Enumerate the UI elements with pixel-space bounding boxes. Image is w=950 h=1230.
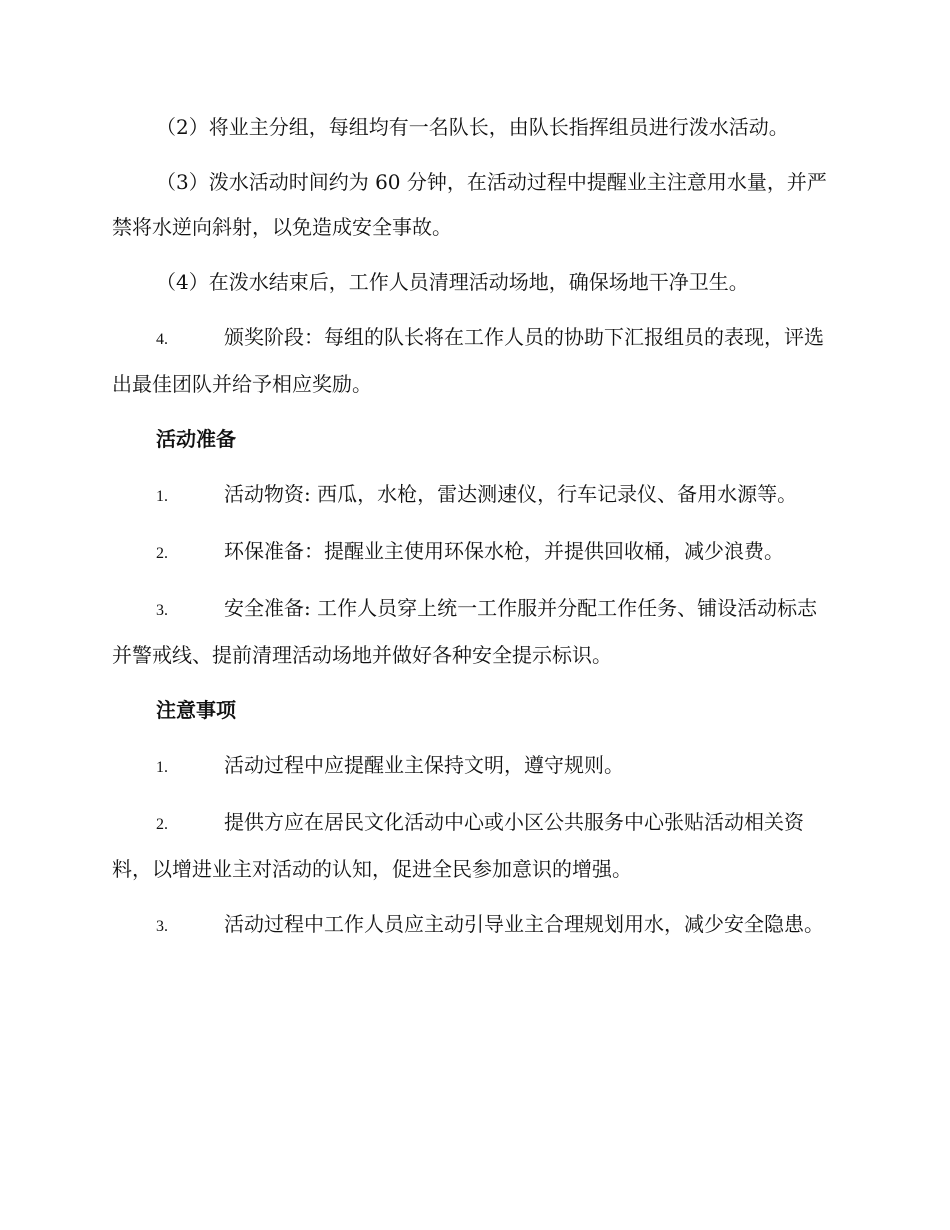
list-number: 2. [156, 545, 168, 562]
list-item-award-stage [112, 315, 837, 407]
list-item-text: 安全准备: 工作人员穿上统一工作服并分配工作任务、铺设活动标志并警戒线、提前清理活动场地并做好各种安全提示标识。 [112, 596, 818, 667]
list-number: 2. [156, 816, 168, 833]
list-item [112, 743, 837, 790]
document-body [112, 105, 837, 959]
list-item-text: 活动物资: 西瓜，水枪，雷达测速仪，行车记录仪、备用水源等。 [224, 482, 798, 506]
paragraph-step-2: （2）将业主分组，每组均有一名队长，由队长指挥组员进行泼水活动。 [156, 115, 789, 139]
list-item-text: 活动过程中应提醒业主保持文明，遵守规则。 [224, 753, 624, 777]
list-number: 3. [156, 918, 168, 935]
list-number: 1. [156, 759, 168, 776]
list-number: 4. [156, 331, 168, 348]
list-number: 3. [156, 602, 168, 619]
list-item-text: 环保准备：提醒业主使用环保水枪，并提供回收桶，减少浪费。 [224, 539, 784, 563]
list-item [112, 800, 837, 892]
paragraph-step-4: （4）在泼水结束后，工作人员清理活动场地，确保场地干净卫生。 [156, 270, 749, 294]
list-item-text: 活动过程中工作人员应主动引导业主合理规划用水，减少安全隐患。 [224, 912, 824, 936]
paragraph-step-3: （3）泼水活动时间约为 60 分钟，在活动过程中提醒业主注意用水量，并严禁将水逆向斜射，以免造成安全事故。 [112, 170, 827, 239]
section-heading-notes: 注意事项 [156, 698, 236, 722]
list-item [112, 472, 837, 519]
list-item [112, 586, 837, 678]
section-heading-preparation: 活动准备 [156, 427, 236, 451]
list-number: 1. [156, 488, 168, 505]
list-item-text: 颁奖阶段：每组的队长将在工作人员的协助下汇报组员的表现，评选出最佳团队并给予相应奖励。 [112, 325, 824, 396]
list-item [112, 529, 837, 576]
list-item [112, 902, 837, 949]
list-item-text: 提供方应在居民文化活动中心或小区公共服务中心张贴活动相关资料，以增进业主对活动的认知，促进全民参加意识的增强。 [112, 810, 804, 881]
